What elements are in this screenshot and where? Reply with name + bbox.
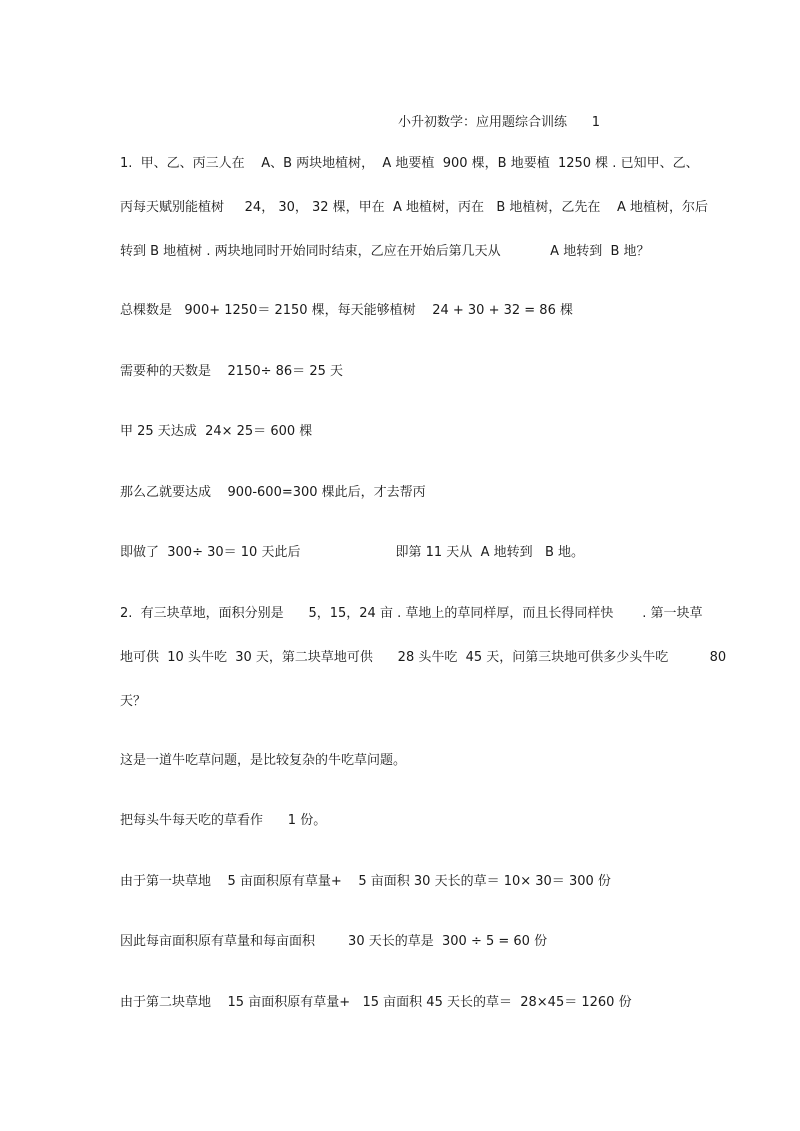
problem-1-line-3: 转到 B 地植树 . 两块地同时开始同时结束，乙应在开始后第几天从 A 地转到 B 地？ xyxy=(120,244,650,259)
solution-2-step-4: 因此每亩面积原有草量和每亩面积 30 天长的草是 300 ÷ 5 = 60 份 xyxy=(120,934,548,949)
solution-2-step-2: 把每头牛每天吃的草看作 1 份。 xyxy=(120,813,327,828)
solution-1-step-4: 那么乙就要达成 900-600=300 棵此后，才去帮丙 xyxy=(120,485,426,500)
solution-1-step-2: 需要种的天数是 2150÷ 86＝ 25 天 xyxy=(120,364,343,379)
problem-2-line-1: 2. 有三块草地，面积分别是 5，15，24 亩 . 草地上的草同样厚，而且长得同样快 . 第一块草 xyxy=(120,606,703,621)
problem-2-line-2: 地可供 10 头牛吃 30 天，第二块草地可供 28 头牛吃 45 天，问第三块地可供多少头牛吃 80 xyxy=(120,650,727,665)
solution-1-step-3: 甲 25 天达成 24× 25＝ 600 棵 xyxy=(120,424,313,439)
solution-2-step-5: 由于第二块草地 15 亩面积原有草量+ 15 亩面积 45 天长的草＝ 28×45＝ 1260 份 xyxy=(120,995,632,1010)
problem-2-line-3: 天？ xyxy=(120,694,147,709)
problem-1-line-1: 1. 甲、乙、丙三人在 A、B 两块地植树， A 地要植 900 棵，B 地要植 1250 棵 . 已知甲、乙、 xyxy=(120,156,699,171)
solution-1-step-5: 即做了 300÷ 30＝ 10 天此后 即第 11 天从 A 地转到 B 地。 xyxy=(120,545,585,560)
solution-1-step-1: 总棵数是 900+ 1250＝ 2150 棵，每天能够植树 24 + 30 + 32 = 86 棵 xyxy=(120,303,573,318)
solution-2-step-1: 这是一道牛吃草问题，是比较复杂的牛吃草问题。 xyxy=(120,753,407,768)
solution-2-step-3: 由于第一块草地 5 亩面积原有草量+ 5 亩面积 30 天长的草＝ 10× 30＝ 300 份 xyxy=(120,874,611,889)
document-title: 小升初数学：应用题综合训练 1 xyxy=(398,115,601,130)
problem-1-line-2: 丙每天赋别能植树 24， 30， 32 棵，甲在 A 地植树，丙在 B 地植树，乙先在 A 地植树，尔后 xyxy=(120,200,708,215)
